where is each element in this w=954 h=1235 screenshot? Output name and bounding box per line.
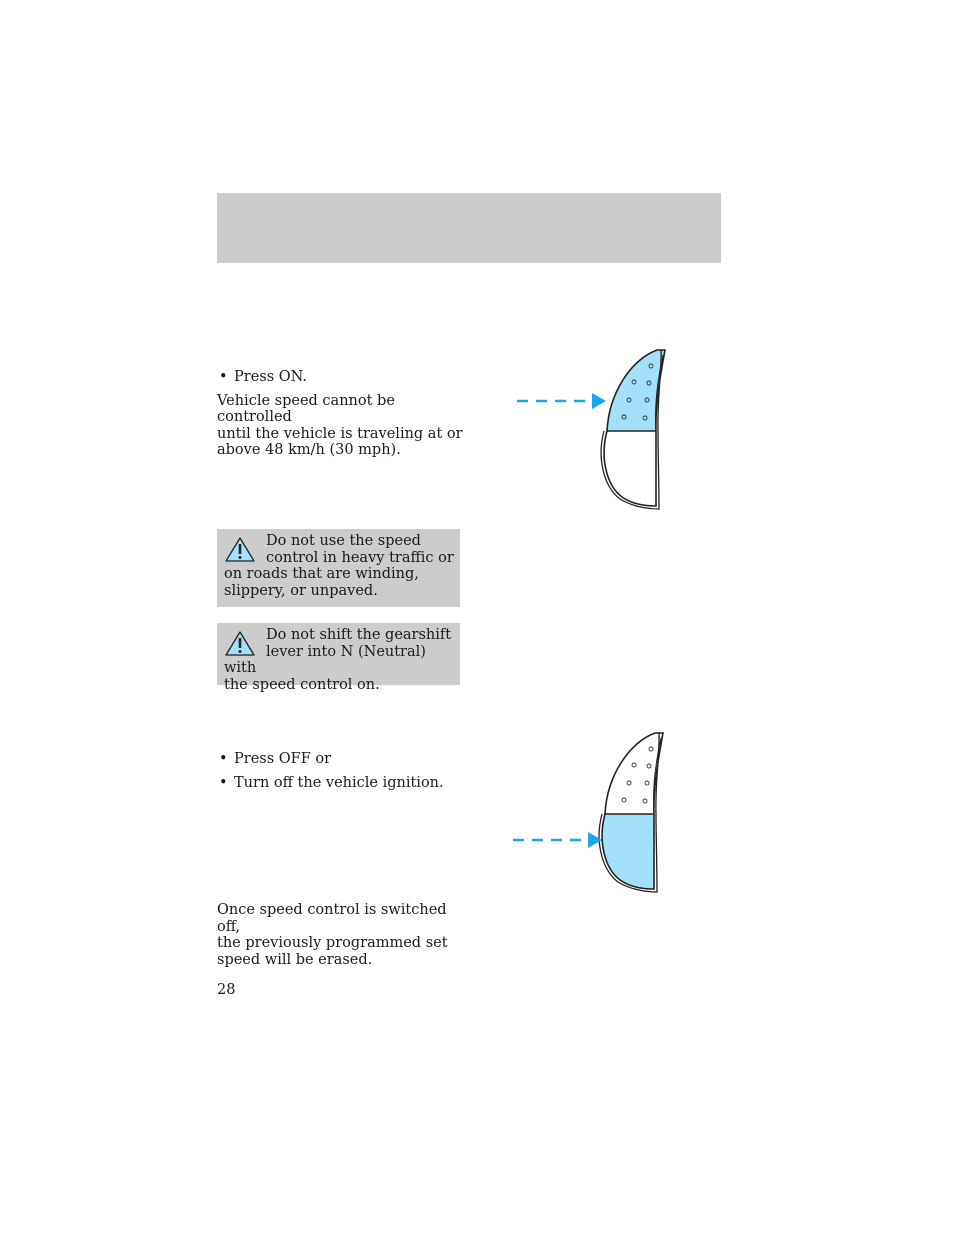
header-band: [217, 193, 721, 263]
warning-text: the speed control on.: [224, 676, 380, 693]
off-button: [604, 431, 656, 506]
off-button-highlight: [602, 814, 654, 889]
bullet-turn-off-ignition: • Turn off the vehicle ignition.: [217, 775, 467, 792]
page-number: 28: [217, 982, 236, 998]
speed-control-on-figure: [510, 345, 675, 517]
warning-text: control in heavy traffic or: [266, 549, 454, 566]
warning-text: Do not shift the gearshift: [266, 627, 452, 643]
warning-icon: [224, 630, 256, 657]
section-off: [217, 751, 467, 798]
bullet-press-off: • Press OFF or: [217, 751, 467, 768]
warning-text: Do not use the speed: [266, 533, 421, 549]
speed-control-off-figure: [508, 728, 673, 900]
warning-neutral-gear: [217, 623, 460, 693]
arrow-to-on-button: [592, 393, 606, 409]
section-on: [217, 369, 467, 459]
warning-text: slippery, or unpaved.: [224, 582, 378, 599]
warning-text: on roads that are winding,: [224, 566, 419, 582]
erase-note: [217, 902, 467, 968]
warning-text: lever into N (Neutral) with: [224, 643, 426, 676]
erase-paragraph: Once speed control is switched off, the previously programmed set speed will be erased.: [217, 902, 448, 968]
bullet-press-on: • Press ON.: [217, 369, 467, 386]
warning-icon: [224, 536, 256, 563]
on-paragraph: Vehicle speed cannot be controlled until the vehicle is traveling at or above 48 km/h (30 mph).: [217, 392, 463, 458]
warning-heavy-traffic: [217, 529, 460, 607]
